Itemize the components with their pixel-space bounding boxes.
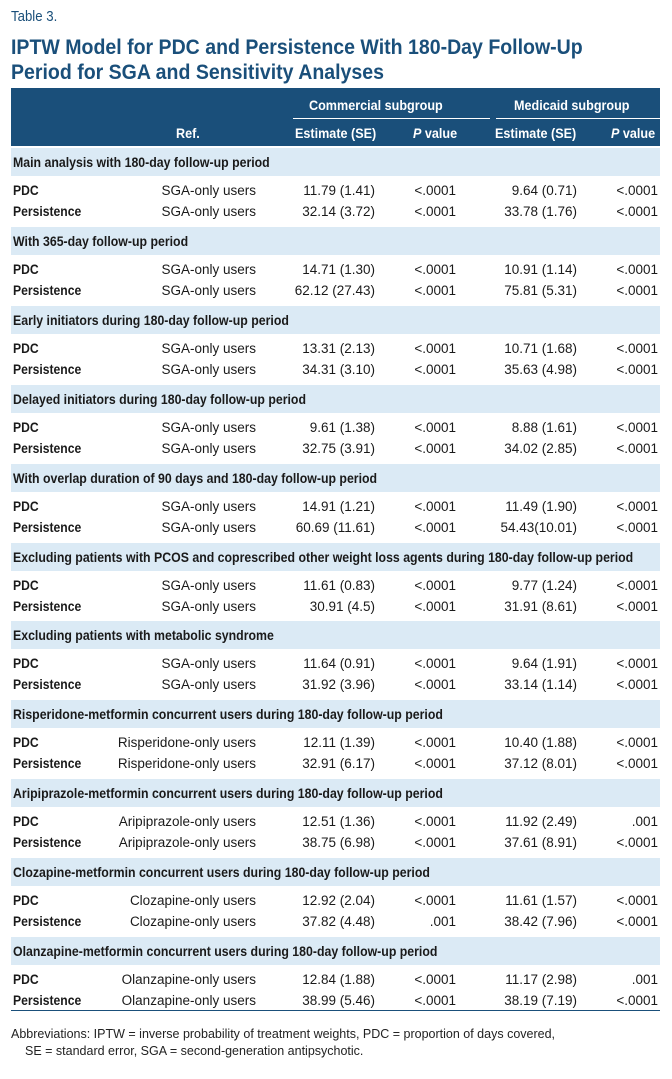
medicaid-p-value-cell: .001 [631,972,658,987]
commercial-p-value-cell: <.0001 [414,578,456,593]
medicaid-p-value-cell: <.0001 [616,420,658,435]
medicaid-estimate-cell: 38.19 (7.19) [504,993,577,1008]
table-row [11,970,660,991]
reference-cell: SGA-only users [161,599,256,614]
commercial-estimate-cell: 38.75 (6.98) [302,835,375,850]
commercial-group-header: Commercial subgroup [309,97,443,113]
commercial-p-value-cell: <.0001 [414,441,456,456]
medicaid-p-value-cell: <.0001 [616,656,658,671]
medicaid-p-value-cell: <.0001 [616,735,658,750]
commercial-p-value-cell: <.0001 [414,183,456,198]
abbreviations-note [11,1026,666,1060]
commercial-estimate-cell: 31.92 (3.96) [302,677,375,692]
measure-cell: PDC [13,578,39,593]
commercial-p-value-cell: <.0001 [414,835,456,850]
commercial-p-value-cell: .001 [429,914,456,929]
measure-cell: Persistence [13,599,82,614]
reference-cell: Aripiprazole-only users [118,814,256,829]
measure-cell: Persistence [13,914,82,929]
commercial-estimate-cell: 12.92 (2.04) [302,893,375,908]
medicaid-estimate-cell: 35.63 (4.98) [504,362,577,377]
medicaid-estimate-cell: 37.61 (8.91) [504,835,577,850]
measure-cell: PDC [13,420,39,435]
table-row [11,597,660,618]
section-title: With 365-day follow-up period [13,233,189,249]
commercial-estimate-header: Estimate (SE) [295,125,377,141]
commercial-p-value-cell: <.0001 [414,735,456,750]
table-row [11,518,660,539]
reference-cell: Olanzapine-only users [121,972,256,987]
measure-cell: PDC [13,341,39,356]
section-title: Delayed initiators during 180-day follow-up period [13,391,306,407]
section-header [11,148,660,176]
reference-cell: SGA-only users [161,420,256,435]
commercial-p-value-cell: <.0001 [414,677,456,692]
commercial-estimate-cell: 62.12 (27.43) [294,283,375,298]
table-row [11,891,660,912]
section-header [11,779,660,807]
medicaid-p-value-cell: <.0001 [616,183,658,198]
commercial-estimate-cell: 60.69 (11.61) [295,520,375,535]
commercial-estimate-cell: 11.79 (1.41) [303,183,375,198]
measure-cell: PDC [13,735,39,750]
section-title: Early initiators during 180-day follow-up period [13,312,289,328]
table-row [11,654,660,675]
section-header [11,543,660,571]
measure-cell: PDC [13,972,39,987]
medicaid-p-value-cell: <.0001 [616,599,658,614]
reference-cell: SGA-only users [161,499,256,514]
medicaid-p-value-cell: <.0001 [616,283,658,298]
commercial-estimate-cell: 38.99 (5.46) [302,993,375,1008]
commercial-p-value-cell: <.0001 [414,341,456,356]
table-row [11,360,660,381]
reference-cell: SGA-only users [161,656,256,671]
measure-cell: PDC [13,499,39,514]
commercial-p-value-cell: <.0001 [414,283,456,298]
commercial-p-value-cell: <.0001 [414,362,456,377]
commercial-estimate-cell: 12.11 (1.39) [303,735,375,750]
measure-cell: PDC [13,262,39,277]
commercial-p-value-cell: <.0001 [414,262,456,277]
section-title: Olanzapine-metformin concurrent users during 180-day follow-up period [13,943,438,959]
section-title: With overlap duration of 90 days and 180-day follow-up period [13,470,378,486]
abbreviations-line-2: SE = standard error, SGA = second-generation antipsychotic. [25,1044,364,1058]
commercial-estimate-cell: 11.64 (0.91) [303,656,375,671]
reference-cell: SGA-only users [161,262,256,277]
commercial-estimate-cell: 37.82 (4.48) [302,914,375,929]
commercial-p-value-header: P value [413,125,458,141]
medicaid-p-value-header: P value [611,125,656,141]
section-header [11,937,660,965]
medicaid-estimate-cell: 54.43(10.01) [500,520,577,535]
measure-cell: Persistence [13,283,82,298]
section-header [11,306,660,334]
reference-cell: SGA-only users [161,341,256,356]
measure-cell: PDC [13,814,39,829]
table-row [11,733,660,754]
section-title: Clozapine-metformin concurrent users during 180-day follow-up period [13,864,430,880]
medicaid-p-value-cell: <.0001 [616,204,658,219]
commercial-p-value-cell: <.0001 [414,814,456,829]
medicaid-estimate-cell: 10.40 (1.88) [504,735,577,750]
reference-cell: Clozapine-only users [129,893,256,908]
table-row [11,812,660,833]
medicaid-p-value-cell: <.0001 [616,520,658,535]
table-row [11,991,660,1012]
table-row [11,833,660,854]
medicaid-estimate-cell: 10.71 (1.68) [504,341,577,356]
commercial-estimate-cell: 14.71 (1.30) [302,262,375,277]
commercial-estimate-cell: 12.51 (1.36) [302,814,375,829]
medicaid-p-value-cell: <.0001 [616,677,658,692]
commercial-p-value-cell: <.0001 [414,893,456,908]
table-label: Table 3. [11,8,58,25]
table-title [11,35,620,85]
medicaid-estimate-cell: 10.91 (1.14) [504,262,577,277]
commercial-estimate-cell: 12.84 (1.88) [302,972,375,987]
measure-cell: Persistence [13,993,82,1008]
commercial-estimate-cell: 32.75 (3.91) [302,441,375,456]
table-row [11,418,660,439]
table-row [11,202,660,223]
table-bottom-rule [11,1010,660,1011]
commercial-p-value-cell: <.0001 [414,656,456,671]
medicaid-estimate-cell: 34.02 (2.85) [504,441,577,456]
measure-cell: Persistence [13,677,82,692]
reference-cell: SGA-only users [161,677,256,692]
section-title: Risperidone-metformin concurrent users during 180-day follow-up period [13,706,443,722]
table-header [11,88,660,146]
commercial-estimate-cell: 9.61 (1.38) [309,420,375,435]
measure-cell: Persistence [13,520,82,535]
medicaid-p-value-cell: <.0001 [616,893,658,908]
measure-cell: Persistence [13,835,82,850]
medicaid-p-value-cell: <.0001 [616,499,658,514]
medicaid-p-value-cell: <.0001 [616,341,658,356]
table-row [11,339,660,360]
medicaid-estimate-cell: 75.81 (5.31) [504,283,577,298]
commercial-estimate-cell: 32.91 (6.17) [302,756,375,771]
medicaid-estimate-cell: 9.64 (1.91) [511,656,577,671]
measure-cell: PDC [13,183,39,198]
medicaid-p-value-cell: <.0001 [616,441,658,456]
reference-cell: SGA-only users [161,362,256,377]
measure-cell: Persistence [13,756,82,771]
reference-cell: SGA-only users [161,441,256,456]
section-title: Excluding patients with PCOS and coprescribed other weight loss agents during 180-day follow-up period [13,549,634,565]
reference-cell: SGA-only users [161,283,256,298]
section-header [11,227,660,255]
medicaid-p-value-cell: <.0001 [616,362,658,377]
reference-cell: Clozapine-only users [129,914,256,929]
section-header [11,621,660,649]
reference-cell: Olanzapine-only users [121,993,256,1008]
medicaid-p-value-cell: <.0001 [616,578,658,593]
section-title: Excluding patients with metabolic syndrome [13,627,274,643]
table-row [11,281,660,302]
medicaid-p-value-cell: <.0001 [616,993,658,1008]
abbreviations-line-1: Abbreviations: IPTW = inverse probability of treatment weights, PDC = proportion of days covered, [11,1027,556,1041]
commercial-estimate-cell: 34.31 (3.10) [302,362,375,377]
measure-cell: PDC [13,656,39,671]
commercial-p-value-cell: <.0001 [414,993,456,1008]
reference-cell: Risperidone-only users [117,735,256,750]
medicaid-estimate-cell: 38.42 (7.96) [504,914,577,929]
medicaid-estimate-cell: 33.14 (1.14) [504,677,577,692]
medicaid-estimate-cell: 37.12 (8.01) [504,756,577,771]
section-header [11,464,660,492]
table-row [11,912,660,933]
medicaid-estimate-cell: 9.64 (0.71) [511,183,577,198]
medicaid-estimate-cell: 9.77 (1.24) [511,578,577,593]
commercial-p-value-cell: <.0001 [414,420,456,435]
commercial-estimate-cell: 30.91 (4.5) [309,599,375,614]
ref-column-header: Ref. [176,125,200,141]
commercial-p-value-cell: <.0001 [414,599,456,614]
commercial-estimate-cell: 14.91 (1.21) [302,499,375,514]
reference-cell: Aripiprazole-only users [118,835,256,850]
section-title: Main analysis with 180-day follow-up period [13,154,270,170]
table-row [11,260,660,281]
table-row [11,675,660,696]
medicaid-p-value-cell: <.0001 [616,914,658,929]
commercial-estimate-cell: 32.14 (3.72) [302,204,375,219]
commercial-p-value-cell: <.0001 [414,972,456,987]
commercial-p-value-cell: <.0001 [414,499,456,514]
medicaid-estimate-cell: 8.88 (1.61) [511,420,577,435]
measure-cell: Persistence [13,204,82,219]
medicaid-p-value-cell: <.0001 [616,262,658,277]
medicaid-estimate-cell: 33.78 (1.76) [504,204,577,219]
commercial-estimate-cell: 11.61 (0.83) [303,578,375,593]
medicaid-p-value-cell: .001 [631,814,658,829]
commercial-p-value-cell: <.0001 [414,520,456,535]
section-title: Aripiprazole-metformin concurrent users during 180-day follow-up period [13,785,443,801]
section-header [11,385,660,413]
medicaid-p-value-cell: <.0001 [616,835,658,850]
medicaid-estimate-cell: 11.17 (2.98) [505,972,577,987]
reference-cell: Risperidone-only users [117,756,256,771]
table-title-line-2: Period for SGA and Sensitivity Analyses [11,61,384,84]
measure-cell: Persistence [13,441,82,456]
table-row [11,754,660,775]
medicaid-estimate-cell: 11.49 (1.90) [505,499,577,514]
section-header [11,700,660,728]
medicaid-group-header: Medicaid subgroup [514,97,630,113]
medicaid-estimate-header: Estimate (SE) [495,125,577,141]
table-row [11,181,660,202]
commercial-p-value-cell: <.0001 [414,204,456,219]
section-header [11,858,660,886]
table-row [11,497,660,518]
medicaid-estimate-cell: 31.91 (8.61) [504,599,577,614]
table-row [11,576,660,597]
medicaid-p-value-cell: <.0001 [616,756,658,771]
reference-cell: SGA-only users [161,183,256,198]
measure-cell: Persistence [13,362,82,377]
reference-cell: SGA-only users [161,204,256,219]
medicaid-group-rule [496,118,660,119]
medicaid-estimate-cell: 11.61 (1.57) [505,893,577,908]
measure-cell: PDC [13,893,39,908]
commercial-group-rule [293,118,490,119]
table-row [11,439,660,460]
commercial-estimate-cell: 13.31 (2.13) [302,341,375,356]
medicaid-estimate-cell: 11.92 (2.49) [505,814,577,829]
reference-cell: SGA-only users [161,578,256,593]
table-title-line-1: IPTW Model for PDC and Persistence With 180-Day Follow-Up [11,36,583,59]
reference-cell: SGA-only users [161,520,256,535]
commercial-p-value-cell: <.0001 [414,756,456,771]
